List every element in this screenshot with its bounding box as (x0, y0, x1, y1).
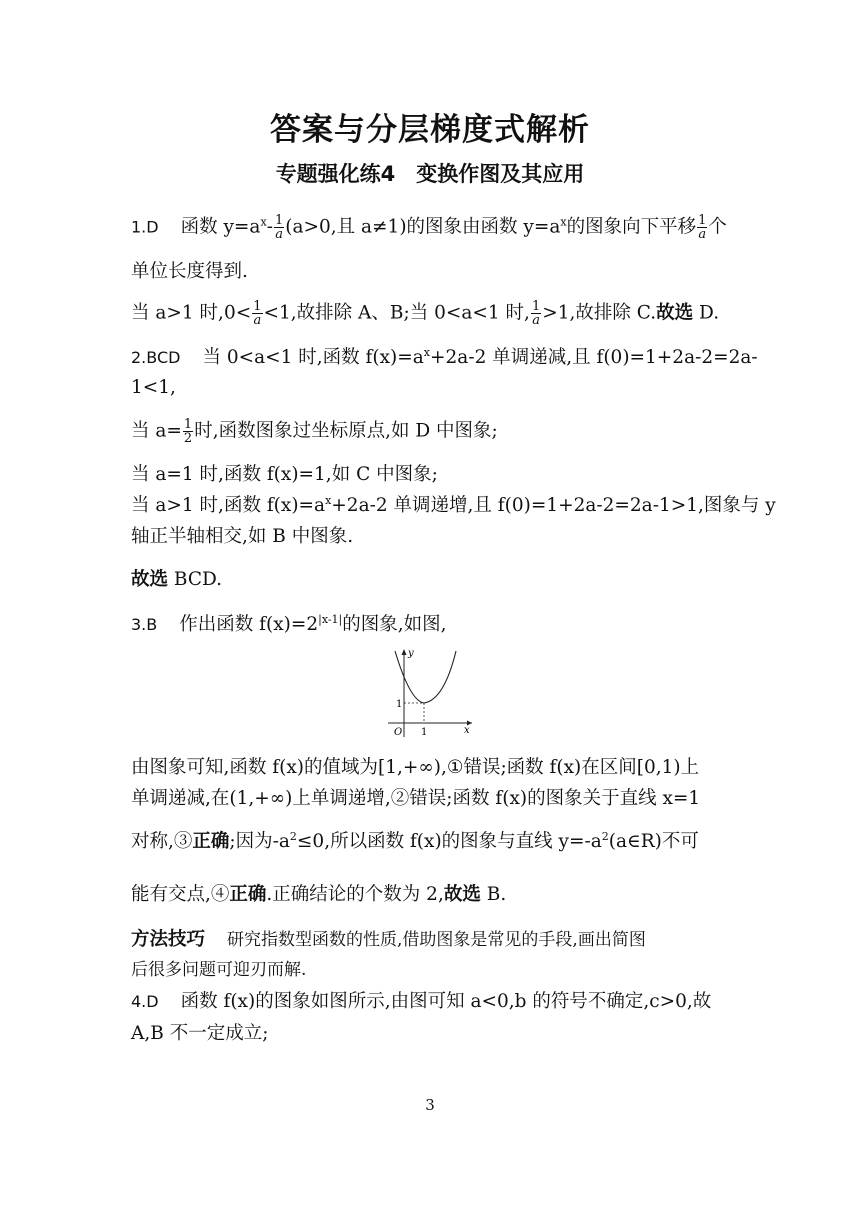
q3-line-1: 3.B 作出函数 $f(x)=2^{|x-1|}$的图象,如图, (131, 613, 447, 635)
q3-answer: 3.B (131, 615, 158, 634)
x-label: x (464, 725, 470, 736)
fraction: $\frac{1}{a}$ (253, 299, 262, 328)
x-tick-1: 1 (421, 727, 428, 738)
page-title: 答案与分层梯度式解析 (270, 112, 590, 148)
q2-line-2: 1<1, (131, 377, 176, 398)
q1-answer: 1.D (131, 217, 159, 237)
q1-line-1: 1.D 函数 $y=a^x-$ $\frac{1}{a}$ (a>0,且 a≠1)的图象由函数 $y=a^x$的图象向下平移 $\frac{1}{a}$ 个 (131, 213, 727, 242)
function-graph-figure (384, 645, 476, 739)
q4-answer: 4.D (131, 992, 159, 1011)
fraction: $\frac{1}{2}$ (183, 417, 193, 446)
method-tip-line-1: 方法技巧 研究指数型函数的性质,借助图象是常见的手段,画出简图 (131, 929, 646, 950)
y-label: y (408, 648, 414, 659)
q2-line-5: 当 a>1 时,函数 $f(x)=a^x+2a-2$ 单调递增,且 f(0)=1+2a-2=2a-1>1,图象与 y (131, 494, 776, 516)
y-tick-1: 1 (396, 699, 403, 710)
origin-label: O (394, 727, 403, 738)
q1-line-3: 当 a>1 时,0< $\frac{1}{a}$ <1,故排除 A、B;当 0<a<1 时, $\frac{1}{a}$ >1,故排除 C.故选 D. (131, 299, 720, 328)
fraction: $\frac{1}{a}$ (698, 213, 707, 242)
q4-line-1: 4.D 函数 f(x)的图象如图所示,由图可知 a<0,b 的符号不确定,c>0,故 (131, 991, 712, 1012)
q4-line-2: A,B 不一定成立; (131, 1023, 269, 1044)
fraction: $\frac{1}{a}$ (274, 213, 284, 242)
method-tip-line-2: 后很多问题可迎刃而解. (131, 960, 307, 980)
y-axis-arrow (402, 649, 407, 655)
q3-line-5: 能有交点,④正确.正确结论的个数为 2,故选 B. (131, 884, 507, 905)
q3-line-2: 由图象可知,函数 f(x)的值域为[1,+∞),①错误;函数 f(x)在区间[0,1)上 (131, 757, 700, 778)
fraction: $\frac{1}{a}$ (531, 299, 541, 328)
section-subtitle: 专题强化练4 变换作图及其应用 (275, 162, 585, 186)
q2-line-3: 当 a= $\frac{1}{2}$ 时,函数图象过坐标原点,如 D 中图象; (131, 417, 498, 446)
q2-line-4: 当 a=1 时,函数 f(x)=1,如 C 中图象; (131, 464, 438, 485)
method-tip-label: 方法技巧 (131, 929, 206, 950)
q2-line-7: 故选 BCD. (131, 569, 223, 590)
q2-line-1: 2.BCD 当 0<a<1 时,函数 $f(x)=a^x+2a-2$ 单调递减,且 f(0)=1+2a-2=2a- (131, 346, 758, 368)
q2-answer: 2.BCD (131, 348, 181, 367)
q3-line-3: 单调递减,在(1,+∞)上单调递增,②错误;函数 f(x)的图象关于直线 x=1 (131, 788, 701, 809)
page-number: 3 (425, 1096, 435, 1114)
q1-line-2: 单位长度得到. (131, 261, 248, 282)
q2-line-6: 轴正半轴相交,如 B 中图象. (131, 526, 354, 547)
q3-line-4: 对称,③正确;因为$-a^2\le 0$,所以函数 f(x)的图象与直线 $y=-a^2(a\in R)$不可 (131, 830, 699, 852)
